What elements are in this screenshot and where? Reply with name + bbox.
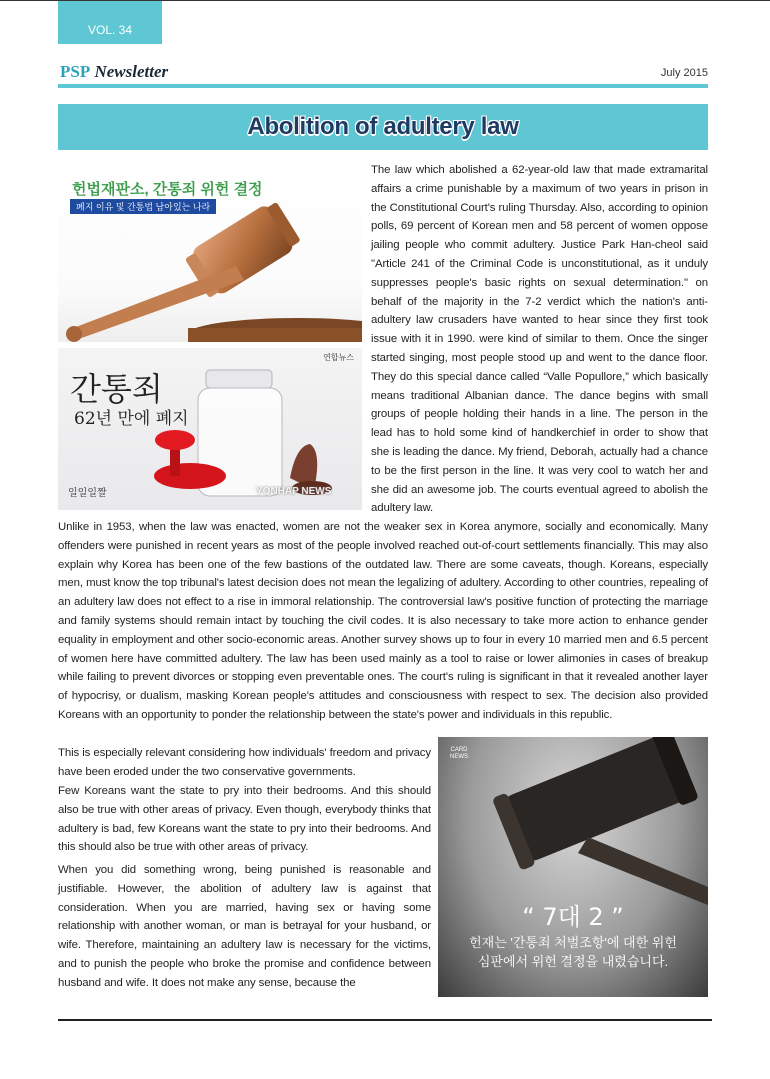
brand-psp: PSP [60, 62, 91, 81]
photo-subline: 62년 만에 폐지 [74, 409, 189, 429]
card-quote: “ 7대 2 ” [522, 903, 624, 931]
photo-watermark: YONHAP NEWS [256, 486, 332, 497]
article-paragraph-5: When you did something wrong, being punished is reasonable and justifiable. However, the abolition of adultery law is against that consideration. When you are married, having sex or having some relationship with another woman, or man is betrayal for your husband, or wife. Therefore, maintaining an adultery law is necessary for the victims, and to punish the people who broke the promise and confidence between husband and wife. It does not make any sense, because the [58, 864, 431, 989]
title-banner [58, 104, 708, 150]
gavel-image [58, 162, 362, 342]
image-headline: 헌법재판소, 간통죄 위헌 결정 [72, 181, 263, 198]
card-news-badge [450, 747, 468, 761]
article-paragraph-1: The law which abolished a 62-year-old law that made extramarital affairs a crime punishable by a maximum of two years in prison in the Constitutional Court's ruling Thursday. Also, according to opinion polls, 69 percent of Korean men and 58 percent of women oppose jailing people who commit adultery. Justice Park Han-cheol said "Article 241 of the Criminal Code is unconstitutional, as it unduly suppresses people's basic rights on sexual determination." on behalf of the majority in the 7-2 verdict which the nation's anti-adultery law crusaders have wanted to hear since they first took issue with it in 1990. were kind of similar to them. Once the singer started singing, most people stood up and went to the dance floor. They do this special dance called “Valle Popullore,” which basically means traditional Albanian dance. The dance begins with small groups of people holding their hands in a line. The person in the lead has to hold some kind of handkerchief in order to show that she is leading the dance. My friend, Deborah, actually had a chance to be the first person in the line. It was very cool to watch her and she did an awesome job. The courts eventual agreed to abolish the adultery law. [371, 164, 708, 515]
photo-headline: 간통죄 [70, 370, 163, 408]
article-paragraph-4: Few Koreans want the state to pry into their bedrooms. And this should also be true with other areas of privacy. Even though, everybody thinks that adultery is bad, few Koreans want the state to pry into their bedrooms. And this should also be true with other areas of privacy. [58, 785, 431, 854]
gavel-icon [438, 737, 708, 907]
card-caption-line1: 헌재는 '간통죄 처벌조항'에 대한 위헌 [469, 935, 677, 950]
news-logo: 연합뉴스 [323, 353, 354, 362]
volume-tab [58, 1, 162, 44]
volume-label: VOL. 34 [87, 23, 133, 37]
photo-stamp: 일일일짤 [68, 488, 107, 499]
footer-rule [58, 1019, 712, 1021]
newsletter-brand [60, 62, 168, 82]
card-news-image [438, 737, 708, 997]
gavel-icon [58, 162, 362, 342]
header-rule [58, 84, 708, 88]
news-photo [58, 348, 362, 510]
card-caption [438, 933, 708, 971]
card-caption-line2: 심판에서 위헌 결정을 내렸습니다. [477, 954, 669, 969]
article-paragraph-3: This is especially relevant considering how individuals' freedom and privacy have been eroded under the two conservative governments. [58, 747, 431, 778]
issue-date: July 2015 [660, 67, 708, 79]
brand-newsletter: Newsletter [90, 62, 169, 81]
article-paragraph-2: Unlike in 1953, when the law was enacted, women are not the weaker sex in Korea anymore, socially and economically. Many offenders were punished in recent years as most of the people involved reached out-of-court settlements financially. This may also explain why Korea has been one of the few bastions of the outdated law. There are some caveats, though. Koreans, especially men, must know the top tribunal's latest decision does not mean the legalizing of adultery. According to other countries, repealing of an adultery law does not effect to a rise in immoral relationship. The controversial law's positive function of protecting the marriage and family systems should remain intact by touching the civil codes. It is also necessary to take more action to enhance gender equality in employment and other socio-economic areas. Another survey shows up to four in every 10 married men and 6.5 percent of women here have committed adultery. The law has been used mainly as a tool to raise or lower alimonies in cases of breakup while failing to prevent divorces or stopping even preventable ones. The court's ruling is significant in that it revealed another layer of hypocrisy, or dualism, masking Korean people's attitudes and consciousness with respect to sex. The decision also provided Koreans with an opportunity to ponder the relationship between the state's power and individuals in this republic. [58, 521, 708, 721]
article-title: Abolition of adultery law [247, 113, 519, 140]
card-badge-line2: NEWS [450, 754, 468, 760]
image-subline: 폐지 이유 및 간통법 남아있는 나라 [70, 199, 216, 214]
card-badge-line1: CARD [450, 747, 468, 753]
